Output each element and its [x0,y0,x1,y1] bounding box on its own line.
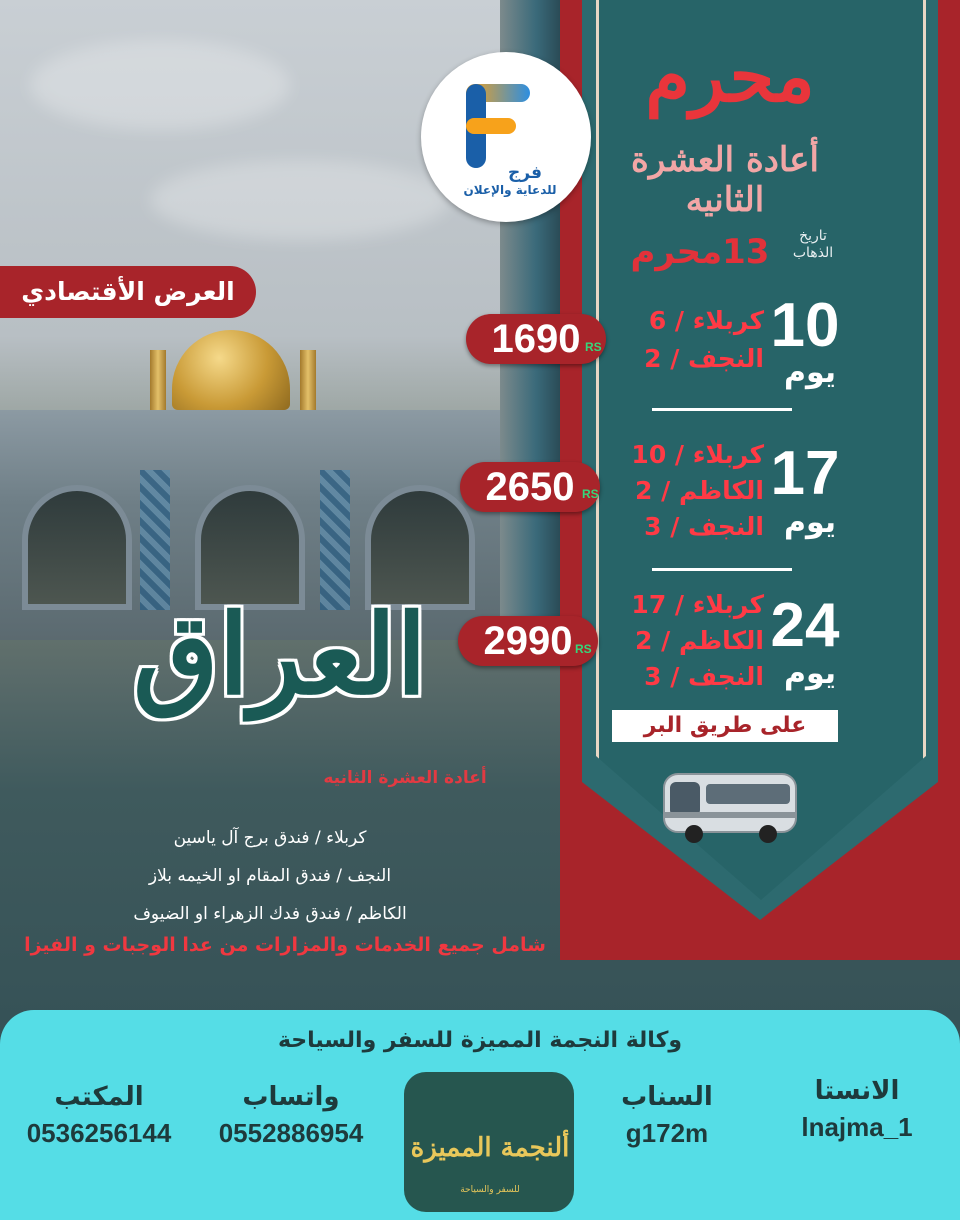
hotel-line: النجف / فندق المقام او الخيمه بلاز [148,866,392,886]
package-days-unit: يوم [783,355,837,390]
banner-subtitle: أعادة العشرة الثانيه [631,140,819,220]
contact-label: واتساب [242,1082,340,1112]
package-price [466,314,606,364]
contact-label: المكتب [54,1082,144,1112]
hotel-line: كربلاء / فندق برج آل ياسين [173,828,367,848]
logo-tagline: للدعاية والإعلان [463,183,557,197]
price-value: 2990 [483,619,573,663]
agency-logo-text: ألنجمة المميزة [410,1133,570,1163]
cloud [150,160,450,240]
package-days-unit: يوم [783,505,837,540]
agency-name: وكالة النجمة المميزة للسفر والسياحة [277,1028,683,1053]
logo-f-icon [462,80,534,172]
inclusions-note: شامل جميع الخدمات والمزارات من عدا الوجبات و الفيزا [24,934,546,956]
contact-label: الانستا [814,1076,900,1106]
package-divider [652,408,792,411]
destination-title: العراق [133,590,427,719]
price-currency: RS [582,487,599,501]
hotel-line: الكاظم / فندق فدك الزهراء او الضيوف [133,904,407,924]
contact-office [4,1082,194,1149]
price-currency: RS [575,642,592,656]
departure-date: 13محرم [630,232,770,272]
month-title: محرم [645,33,815,118]
contact-label: السناب [621,1082,713,1112]
contact-value[interactable]: g172m [625,1118,709,1148]
package-stop: النجف / 3 [644,662,764,691]
package-stop: كربلاء / 17 [631,590,764,619]
logo-brand-name: فرج [508,163,542,183]
tile-column [320,470,350,610]
package-days: 10 [770,291,840,360]
package-days: 17 [770,439,840,508]
transport-label: على طريق البر [612,710,838,742]
contact-value[interactable]: 0536256144 [26,1118,172,1148]
package-days-unit: يوم [783,656,837,691]
package-stop: كربلاء / 6 [648,306,764,335]
contact-snapchat [572,1082,762,1149]
package-stop: الكاظم / 2 [635,626,764,655]
contact-instagram [762,1076,952,1143]
destination-subtitle: أعادة العشرة الثانيه [323,768,487,788]
cloud [30,40,290,130]
package-stop: النجف / 3 [644,512,764,541]
package-days: 24 [770,591,840,660]
tile-column [140,470,170,610]
agency-logo-tagline: للسفر والسياحة [460,1185,520,1195]
minaret [150,350,166,410]
contact-whatsapp [196,1082,386,1149]
package-price [458,616,598,666]
package-stop: النجف / 2 [644,344,764,373]
departure-label: تاريخ الذهاب [792,228,834,261]
package-divider [652,568,792,571]
package-price [460,462,600,512]
minaret [300,350,316,410]
price-value: 1690 [491,317,581,361]
bus-icon [660,768,800,846]
contact-value[interactable]: 0552886954 [218,1118,364,1148]
price-value: 2650 [485,465,575,509]
price-currency: RS [585,340,602,354]
arch [22,485,132,610]
economy-offer-tag: العرض الأقتصادي [0,266,256,318]
package-stop: الكاظم / 2 [635,476,764,505]
contact-value[interactable]: lnajma_1 [801,1112,913,1142]
package-stop: كربلاء / 10 [631,440,764,469]
